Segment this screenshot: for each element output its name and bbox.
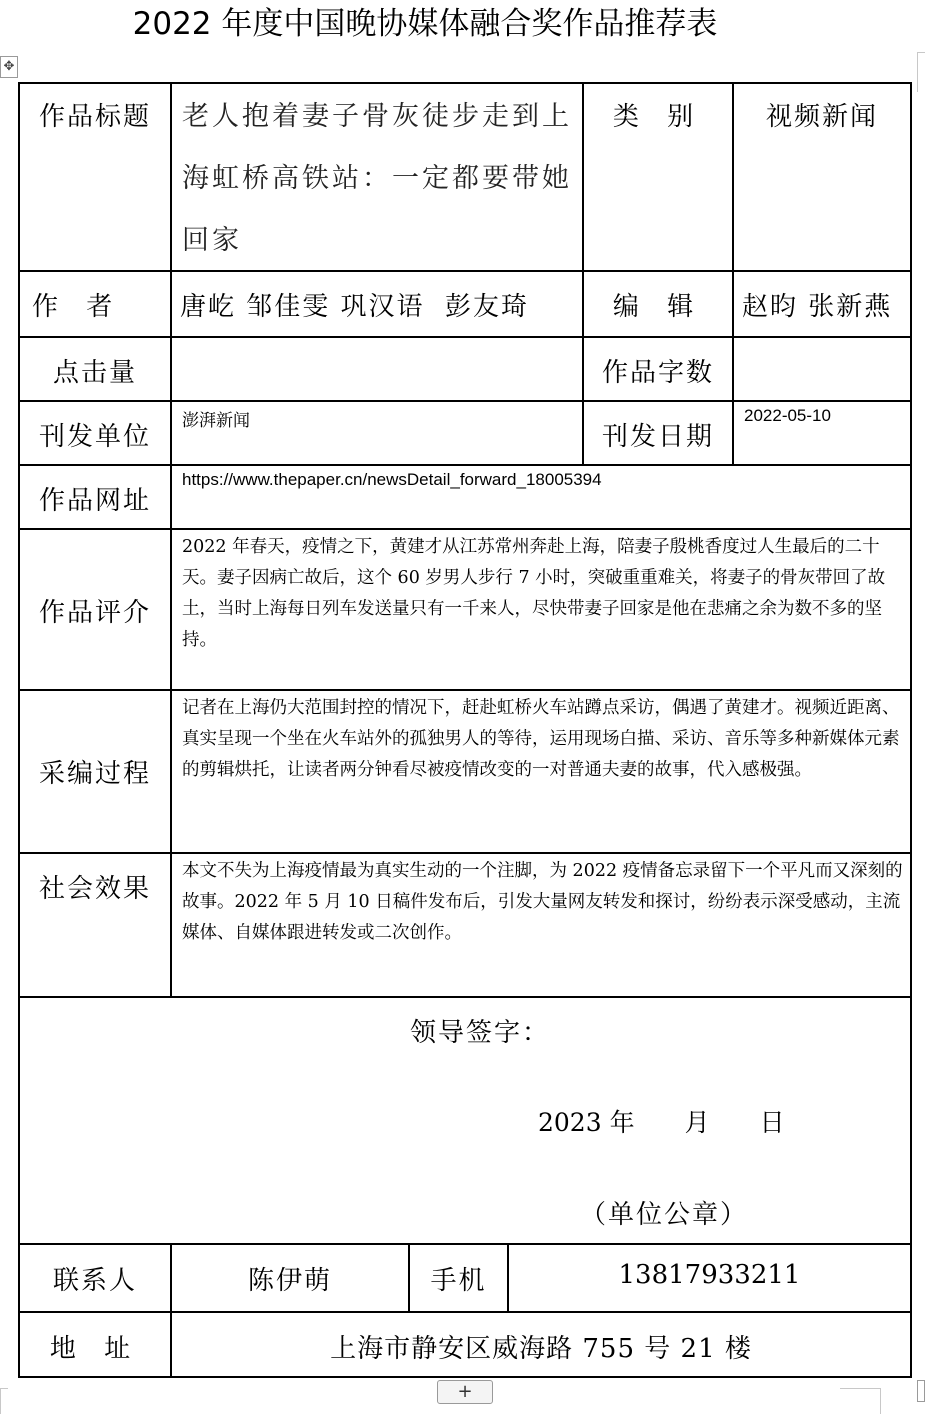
leader-signature-label: 领导签字： — [410, 1018, 551, 1048]
label-phone: 手机 — [430, 1266, 487, 1296]
label-editor: 编 辑 — [612, 292, 704, 322]
add-row-button[interactable] — [437, 1380, 493, 1404]
label-contact-person: 联系人 — [52, 1266, 137, 1296]
label-author: 作 者 — [32, 292, 123, 322]
plus-icon: + — [457, 1381, 473, 1402]
value-category: 视频新闻 — [765, 102, 878, 132]
label-clicks: 点击量 — [52, 358, 137, 388]
page-title: 2022 年度中国晚协媒体融合奖作品推荐表 — [132, 6, 718, 42]
value-phone: 13817933211 — [618, 1260, 801, 1290]
page-margin-guide — [840, 1388, 880, 1389]
value-work-title: 老人抱着妻子骨灰徒步走到上海虹桥高铁站：一定都要带她回家 — [182, 101, 572, 256]
label-work-title: 作品标题 — [38, 102, 151, 132]
page-margin-guide — [880, 1388, 881, 1414]
table-border — [18, 996, 912, 998]
value-publisher: 澎湃新闻 — [182, 411, 250, 431]
label-process: 采编过程 — [38, 759, 151, 789]
label-address: 地 址 — [49, 1334, 141, 1364]
label-social-effect: 社会效果 — [38, 874, 151, 904]
move-cross-icon: ✥ — [3, 59, 15, 74]
value-review: 2022 年春天，疫情之下，黄建才从江苏常州奔赴上海，陪妻子殷桃香度过人生最后的二十天。妻子因病亡故后，这个 60 岁男人步行 7 小时，突破重重难关，将妻子的骨灰带回了故土，当时上海每日列车发送量只有一千来人，尽快带妻子回家是他在悲痛之余为数不多的坚持。 — [182, 537, 886, 650]
value-address: 上海市静安区威海路 755 号 21 楼 — [330, 1334, 752, 1364]
label-category: 类 别 — [612, 102, 704, 132]
table-border — [18, 1376, 912, 1378]
value-editor: 赵昀 张新燕 — [742, 292, 893, 322]
value-author: 唐屹 邹佳雯 巩汉语 彭友琦 — [180, 292, 530, 322]
label-review: 作品评介 — [38, 598, 151, 628]
value-social-effect: 本文不失为上海疫情最为真实生动的一个注脚，为 2022 疫情备忘录留下一个平凡而又深刻的故事。2022 年 5 月 10 日稿件发布后，引发大量网友转发和探讨，纷纷表示深受感动，主流媒体、自媒体跟进转发或二次创作。 — [182, 861, 903, 943]
unit-seal-label: （单位公章） — [580, 1200, 749, 1230]
signature-date-line: 2023 年 月 日 — [538, 1108, 785, 1137]
page-margin-guide — [0, 1388, 8, 1389]
label-url: 作品网址 — [38, 486, 151, 516]
page-margin-guide — [0, 1388, 1, 1414]
page-margin-guide — [917, 52, 918, 92]
table-move-handle[interactable] — [0, 56, 18, 78]
value-contact-person: 陈伊萌 — [247, 1266, 332, 1296]
value-publish-date: 2022-05-10 — [744, 406, 831, 425]
value-url[interactable]: https://www.thepaper.cn/newsDetail_forward_18005394 — [182, 470, 602, 489]
page-margin-guide — [917, 52, 925, 53]
value-process: 记者在上海仍大范围封控的情况下，赶赴虹桥火车站蹲点采访，偶遇了黄建才。视频近距离、真实呈现一个坐在火车站外的孤独男人的等待，运用现场白描、采访、音乐等多种新媒体元素的剪辑烘托，让读者两分钟看尽被疫情改变的一对普通夫妻的故事，代入感极强。 — [182, 698, 900, 780]
label-word-count: 作品字数 — [601, 358, 714, 388]
table-border — [910, 82, 912, 1378]
value-word-count — [734, 338, 910, 400]
value-clicks — [172, 338, 582, 400]
label-publish-date: 刊发日期 — [601, 422, 714, 452]
resize-handle[interactable] — [917, 1380, 925, 1402]
label-publisher: 刊发单位 — [38, 422, 151, 452]
